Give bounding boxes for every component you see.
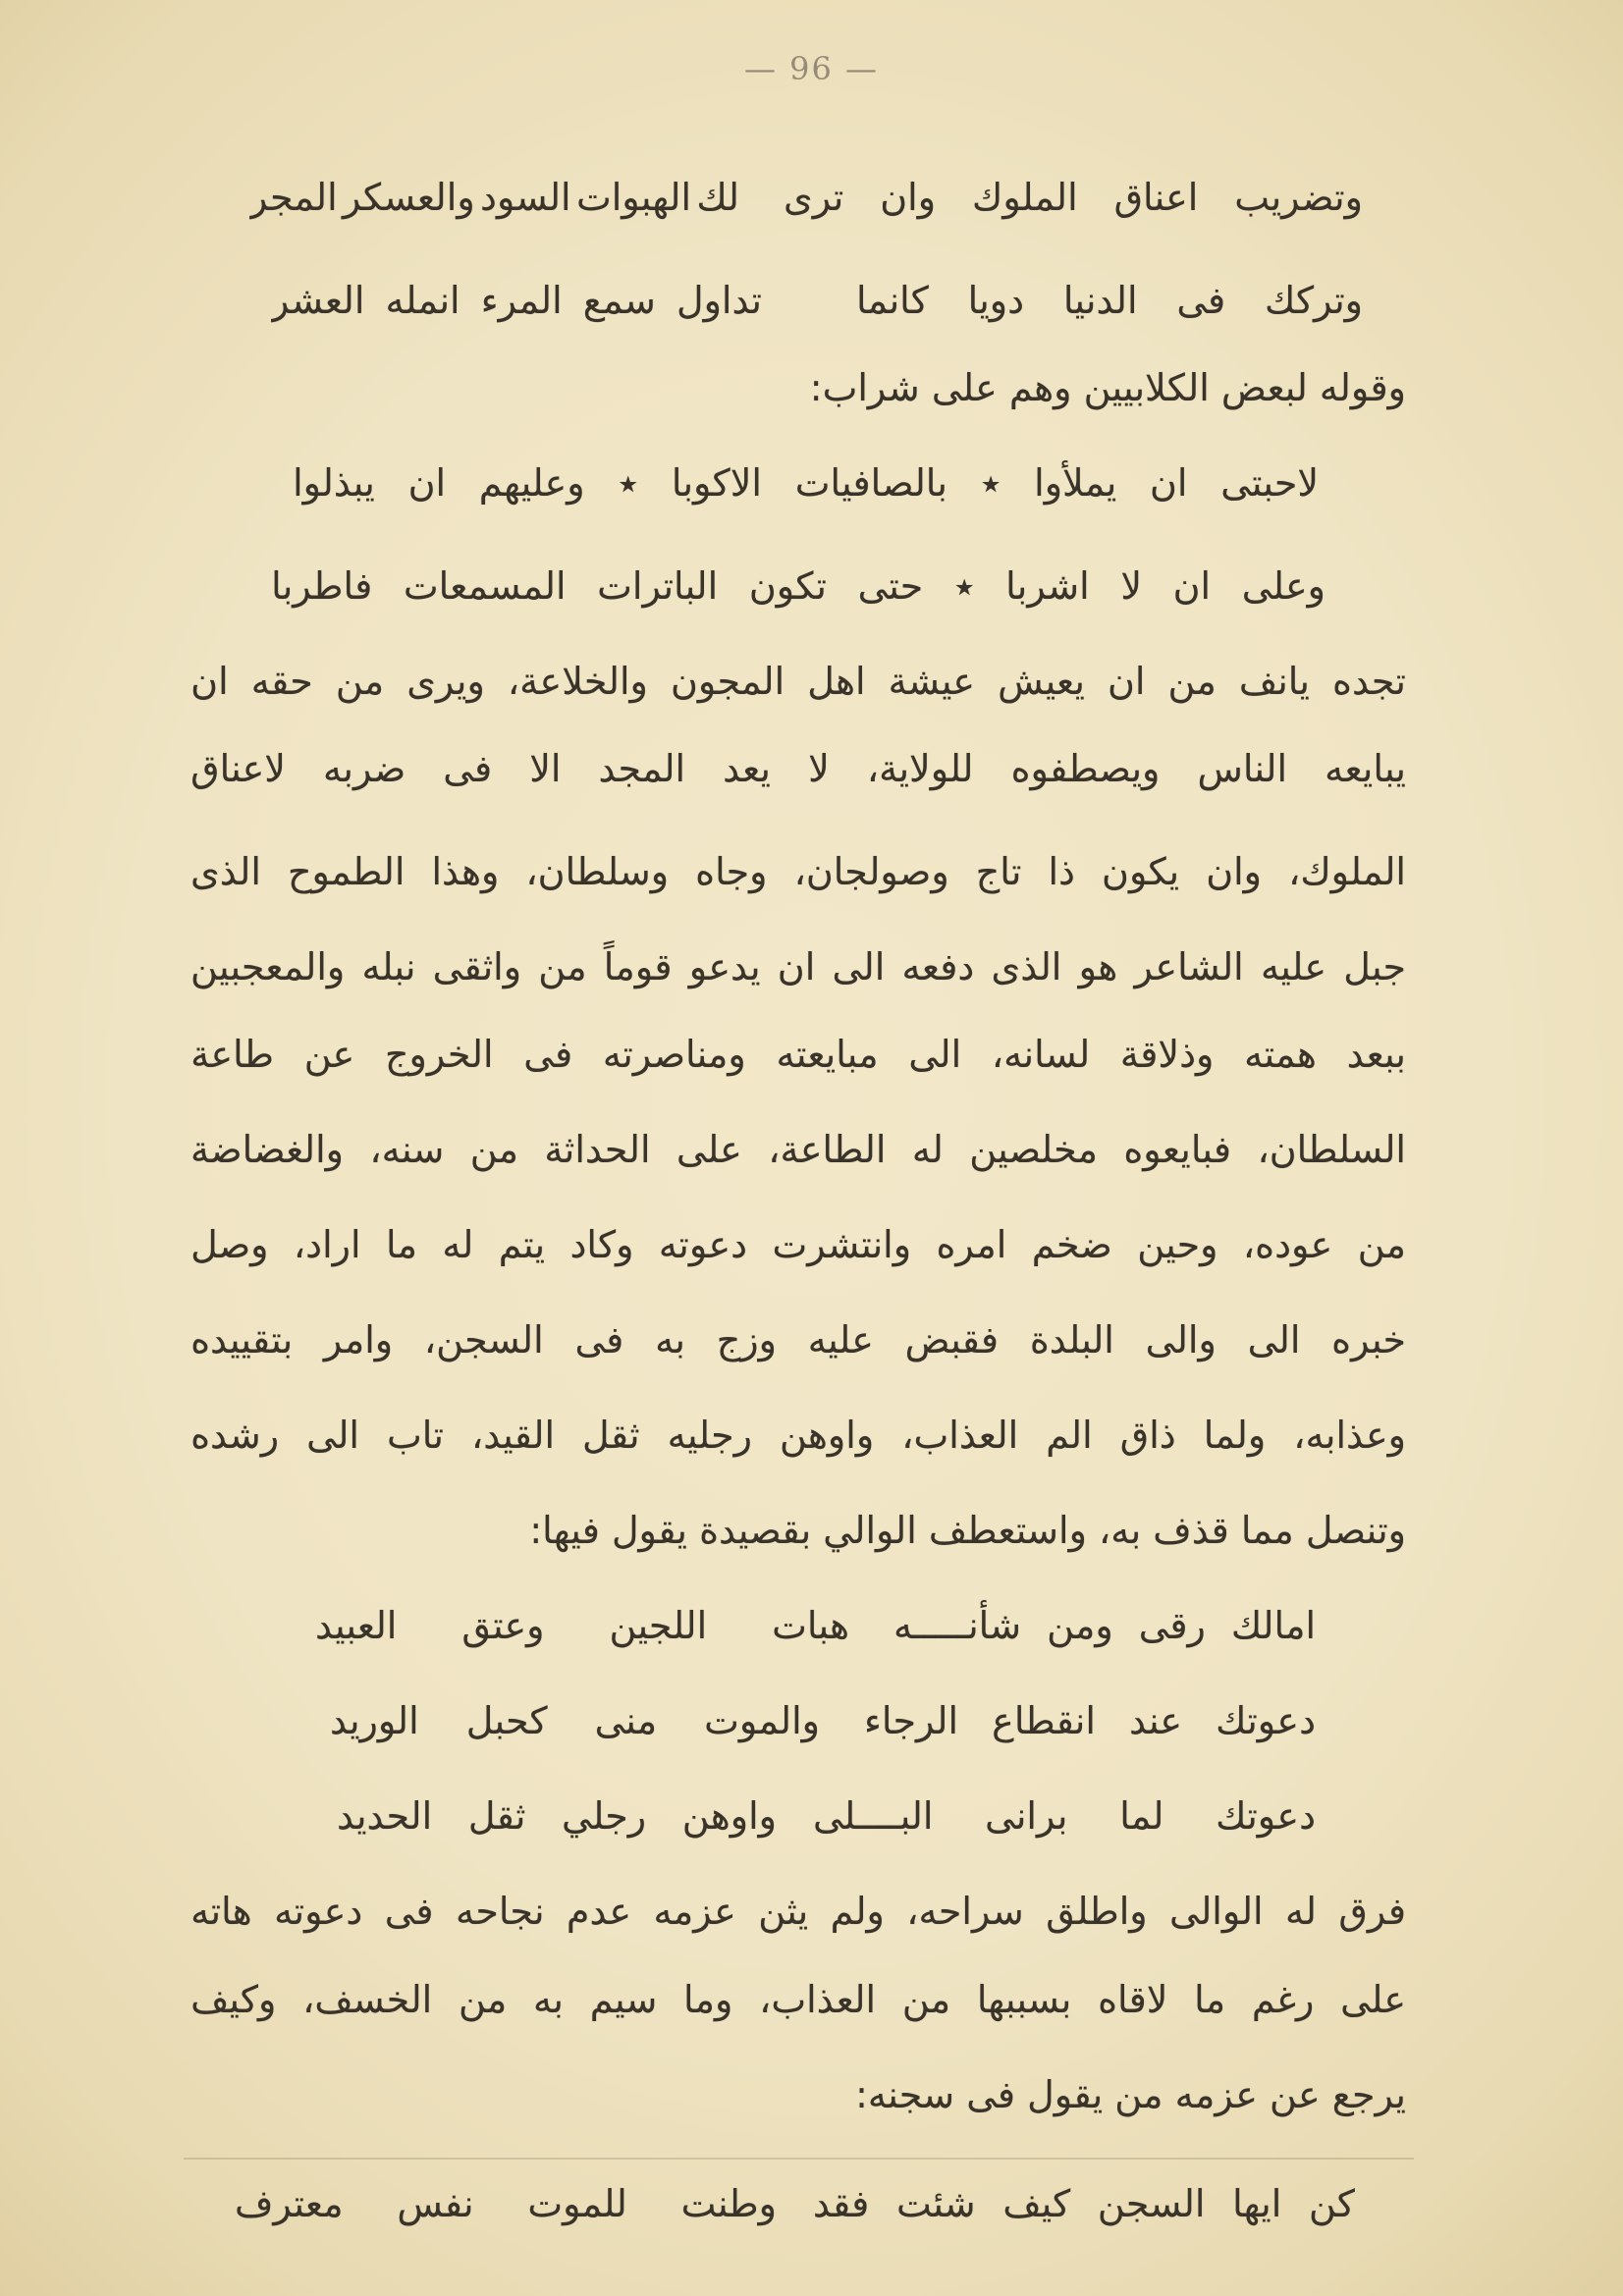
word: فقبض bbox=[904, 1318, 1000, 1362]
word: امره bbox=[936, 1223, 1007, 1266]
word: سيم bbox=[589, 1978, 658, 2021]
word: الوريد bbox=[330, 1699, 419, 1742]
word: وكاد bbox=[569, 1223, 634, 1266]
word: واوهن bbox=[681, 1794, 777, 1838]
word: يبذلوا bbox=[293, 461, 375, 505]
word: كيف bbox=[1002, 2182, 1071, 2225]
word: دعوتك bbox=[1216, 1699, 1316, 1742]
word: وان bbox=[880, 176, 937, 219]
final-verse-right-hemistich bbox=[813, 2169, 1355, 2238]
word: فى bbox=[443, 747, 493, 790]
word: انمله bbox=[385, 279, 460, 322]
word: ولما bbox=[1203, 1414, 1267, 1457]
page-number: — 96 — bbox=[743, 50, 880, 87]
word: دعوته bbox=[274, 1890, 363, 1933]
word: ويصطفوه bbox=[1010, 747, 1161, 790]
paragraph-1-line-5 bbox=[190, 1020, 1406, 1089]
word: الملوك، bbox=[1288, 850, 1406, 893]
paragraph-1-line-10: وتنصل مما قذف به، واستعطف الوالي بقصيدة يقول فيها: bbox=[529, 1509, 1406, 1552]
word: والخلاعة، bbox=[507, 660, 648, 703]
word: الحداثة bbox=[544, 1128, 651, 1171]
paragraph-2-line-1 bbox=[190, 1877, 1406, 1946]
paragraph-1-line-7 bbox=[190, 1210, 1406, 1279]
word: دعوتك bbox=[1216, 1794, 1316, 1838]
word: هاته bbox=[190, 1890, 252, 1933]
word: وذلاقة bbox=[1119, 1033, 1215, 1076]
word: اراد، bbox=[293, 1223, 361, 1266]
word: عليه bbox=[807, 1318, 874, 1362]
word: ويرى bbox=[406, 660, 485, 703]
word: انقطاع bbox=[992, 1699, 1096, 1742]
word: دويا bbox=[967, 279, 1025, 322]
word: المرء bbox=[480, 279, 563, 322]
word: له bbox=[442, 1223, 474, 1266]
word: لك bbox=[696, 176, 739, 219]
prison-verse-2-right-hemistich bbox=[864, 1686, 1316, 1755]
word: لما bbox=[1119, 1794, 1164, 1838]
word: يثن bbox=[758, 1890, 809, 1933]
word: سراحه، bbox=[906, 1890, 1024, 1933]
word: بالصافيات bbox=[794, 461, 947, 505]
word: وصولجان، bbox=[793, 850, 949, 893]
word: رشده bbox=[190, 1414, 280, 1457]
word: ٭ bbox=[953, 564, 975, 608]
word: خبره bbox=[1331, 1318, 1406, 1362]
word: الوالى bbox=[1169, 1890, 1264, 1933]
word: فقد bbox=[813, 2182, 870, 2225]
word: قوماً bbox=[603, 945, 673, 988]
word: الناس bbox=[1197, 747, 1288, 790]
word: تاب bbox=[387, 1414, 444, 1457]
word: اشربا bbox=[1005, 564, 1090, 608]
word: ببعد bbox=[1346, 1033, 1406, 1076]
word: وطنت bbox=[680, 2182, 777, 2225]
word: وكيف bbox=[190, 1978, 277, 2021]
word: يعد bbox=[723, 747, 772, 790]
word: فى bbox=[523, 1033, 573, 1076]
word: منى bbox=[594, 1699, 658, 1742]
final-verse-left-hemistich bbox=[235, 2169, 777, 2238]
word: من bbox=[538, 945, 587, 988]
word: وحين bbox=[1137, 1223, 1218, 1266]
word: الا bbox=[529, 747, 562, 790]
word: المجر bbox=[249, 176, 338, 219]
word: ايها bbox=[1232, 2182, 1282, 2225]
word: امالك bbox=[1230, 1604, 1316, 1647]
word: وجاه bbox=[695, 850, 768, 893]
word: واثقى bbox=[432, 945, 522, 988]
word: يكون bbox=[1102, 850, 1180, 893]
word: الملوك bbox=[972, 176, 1078, 219]
word: كانما bbox=[856, 279, 929, 322]
word: والموت bbox=[704, 1699, 820, 1742]
word: هو bbox=[1078, 945, 1118, 988]
word: الذى bbox=[991, 945, 1062, 988]
word: الباترات bbox=[597, 564, 719, 608]
word: بسببها bbox=[976, 1978, 1072, 2021]
word: سمع bbox=[582, 279, 656, 322]
word: ان bbox=[407, 461, 447, 505]
word: رقى bbox=[1138, 1604, 1206, 1647]
word: ما bbox=[386, 1223, 417, 1266]
word: ثقل bbox=[467, 1794, 526, 1838]
prison-verse-1-right-hemistich bbox=[893, 1591, 1316, 1660]
word: السجن bbox=[1097, 2182, 1206, 2225]
word: ذاق bbox=[1119, 1414, 1176, 1457]
word: حتى bbox=[857, 564, 924, 608]
word: على bbox=[676, 1128, 742, 1171]
word: الخسف، bbox=[302, 1978, 433, 2021]
word: القيد، bbox=[470, 1414, 556, 1457]
word: شأنـــــه bbox=[893, 1604, 1022, 1647]
word: فبايعوه bbox=[1123, 1128, 1232, 1171]
word: رجليه bbox=[667, 1414, 752, 1457]
word: هبات bbox=[772, 1604, 849, 1647]
word: اللجين bbox=[609, 1604, 708, 1647]
word: ان bbox=[777, 945, 816, 988]
word: وسلطان، bbox=[525, 850, 670, 893]
word: اعناق bbox=[1113, 176, 1199, 219]
word: لاقاه bbox=[1098, 1978, 1168, 2021]
word: العذاب، bbox=[901, 1414, 1019, 1457]
word: عن bbox=[303, 1033, 355, 1076]
word: الى bbox=[832, 945, 886, 988]
word: الطموح bbox=[287, 850, 406, 893]
word: الذى bbox=[190, 850, 261, 893]
intro-line: وقوله لبعض الكلابيين وهم على شراب: bbox=[809, 366, 1406, 409]
word: ان bbox=[1172, 564, 1212, 608]
word: ما bbox=[1194, 1978, 1226, 2021]
word: به bbox=[655, 1318, 686, 1362]
word: شئت bbox=[896, 2182, 976, 2225]
paragraph-1-line-9 bbox=[190, 1401, 1406, 1469]
word: الى bbox=[1247, 1318, 1301, 1362]
word: للموت bbox=[527, 2182, 627, 2225]
word: ومناصرته bbox=[602, 1033, 746, 1076]
word: الم bbox=[1046, 1414, 1093, 1457]
word: سنه، bbox=[369, 1128, 445, 1171]
word: وتضريب bbox=[1234, 176, 1363, 219]
word: واطلق bbox=[1046, 1890, 1148, 1933]
word: يبايعه bbox=[1325, 747, 1406, 790]
word: عوده، bbox=[1242, 1223, 1333, 1266]
verse-2-right-hemistich bbox=[856, 266, 1363, 335]
paragraph-1-line-1 bbox=[190, 647, 1406, 716]
word: نبله bbox=[361, 945, 416, 988]
word: اهل bbox=[807, 660, 866, 703]
word: له bbox=[911, 1128, 944, 1171]
paragraph-2-line-3: يرجع عن عزمه من يقول فى سجنه: bbox=[855, 2073, 1406, 2116]
word: البلدة bbox=[1029, 1318, 1114, 1362]
word: طاعة bbox=[190, 1033, 274, 1076]
word: الرجاء bbox=[864, 1699, 959, 1742]
word: عيشة bbox=[888, 660, 976, 703]
prison-verse-2-left-hemistich bbox=[330, 1686, 820, 1755]
word: وامر bbox=[323, 1318, 394, 1362]
word: جبل bbox=[1343, 945, 1406, 988]
word: وعليهم bbox=[478, 461, 585, 505]
word: من bbox=[458, 1978, 508, 2021]
prison-verse-3-right-hemistich bbox=[813, 1782, 1316, 1850]
word: فى bbox=[1176, 279, 1226, 322]
word: واوهن bbox=[779, 1414, 875, 1457]
word: عدم bbox=[566, 1890, 632, 1933]
word: لا bbox=[1120, 564, 1142, 608]
word: والعسكر bbox=[343, 176, 475, 219]
word: وزج bbox=[716, 1318, 778, 1362]
word: الاكوبا bbox=[671, 461, 762, 505]
word: على bbox=[1340, 1978, 1406, 2021]
word: الدنيا bbox=[1062, 279, 1138, 322]
word: وما bbox=[683, 1978, 733, 2021]
word: تداول bbox=[676, 279, 762, 322]
word: ان bbox=[190, 660, 229, 703]
paragraph-2-line-2 bbox=[190, 1965, 1406, 2034]
word: تكون bbox=[748, 564, 827, 608]
word: السلطان، bbox=[1257, 1128, 1406, 1171]
word: المجون bbox=[670, 660, 785, 703]
word: العشر bbox=[271, 279, 365, 322]
word: ومن bbox=[1047, 1604, 1113, 1647]
word: الخروج bbox=[385, 1033, 494, 1076]
word: يتم bbox=[498, 1223, 546, 1266]
word: معترف bbox=[235, 2182, 344, 2225]
word: مخلصين bbox=[969, 1128, 1098, 1171]
word: من bbox=[1357, 1223, 1406, 1266]
word: الى bbox=[306, 1414, 359, 1457]
word: تجده bbox=[1332, 660, 1406, 703]
word: لاعناق bbox=[190, 747, 286, 790]
prison-verse-1-left-hemistich bbox=[315, 1591, 849, 1660]
word: وعلى bbox=[1241, 564, 1325, 608]
word: الطاعة، bbox=[768, 1128, 887, 1171]
word: عزمه bbox=[653, 1890, 736, 1933]
word: لا bbox=[808, 747, 830, 790]
word: الى bbox=[908, 1033, 962, 1076]
word: العبيد bbox=[315, 1604, 398, 1647]
word: برانى bbox=[985, 1794, 1068, 1838]
word: العذاب، bbox=[759, 1978, 877, 2021]
word: من bbox=[335, 660, 385, 703]
word: ضربه bbox=[323, 747, 406, 790]
word: السجن، bbox=[423, 1318, 544, 1362]
word: فرق bbox=[1338, 1890, 1406, 1933]
word: وتركك bbox=[1264, 279, 1363, 322]
word: همته bbox=[1244, 1033, 1317, 1076]
paragraph-1-line-3 bbox=[190, 837, 1406, 906]
word: كن bbox=[1308, 2182, 1355, 2225]
word: يعيش bbox=[998, 660, 1085, 703]
word: ان bbox=[1108, 660, 1146, 703]
word: فى bbox=[384, 1890, 434, 1933]
word: والغضاضة bbox=[190, 1128, 344, 1171]
word: رغم bbox=[1251, 1978, 1315, 2021]
word: من bbox=[469, 1128, 519, 1171]
word: نفس bbox=[397, 2182, 474, 2225]
word: يانف bbox=[1238, 660, 1310, 703]
paragraph-1-line-4 bbox=[190, 933, 1406, 1001]
word: الهبوات bbox=[575, 176, 692, 219]
word: ٭ bbox=[980, 461, 1001, 505]
word: للولاية، bbox=[866, 747, 974, 790]
prison-verse-3-left-hemistich bbox=[337, 1782, 777, 1850]
word: عند bbox=[1129, 1699, 1183, 1742]
divider-line bbox=[184, 2158, 1414, 2160]
word: نجاحه bbox=[455, 1890, 545, 1933]
word: تاج bbox=[975, 850, 1022, 893]
word: المجد bbox=[598, 747, 686, 790]
word: مبايعته bbox=[776, 1033, 879, 1076]
paragraph-1-line-6 bbox=[190, 1115, 1406, 1184]
word: فى bbox=[574, 1318, 624, 1362]
word: وهذا bbox=[431, 850, 500, 893]
word: له bbox=[1285, 1890, 1317, 1933]
word: وصل bbox=[190, 1223, 269, 1266]
word: ان bbox=[1150, 461, 1188, 505]
word: لاحبتى bbox=[1220, 461, 1319, 505]
short-verse-line-1 bbox=[293, 449, 1319, 517]
word: ولم bbox=[830, 1890, 885, 1933]
verse-1-left-hemistich bbox=[249, 163, 739, 232]
word: ترى bbox=[784, 176, 844, 219]
word: يملأوا bbox=[1034, 461, 1117, 505]
word: وان bbox=[1206, 850, 1263, 893]
word: ذا bbox=[1048, 850, 1075, 893]
word: ضخم bbox=[1031, 1223, 1112, 1266]
paragraph-1-line-2 bbox=[190, 734, 1406, 803]
word: وعتق bbox=[461, 1604, 545, 1647]
word: من bbox=[901, 1978, 951, 2021]
word: السود bbox=[480, 176, 571, 219]
word: حقه bbox=[250, 660, 313, 703]
word: رجلي bbox=[562, 1794, 647, 1838]
word: لسانه، bbox=[991, 1033, 1091, 1076]
word: والى bbox=[1145, 1318, 1217, 1362]
paragraph-1-line-8 bbox=[190, 1306, 1406, 1374]
word: الشاعر bbox=[1134, 945, 1244, 988]
word: فاطربا bbox=[271, 564, 373, 608]
word: ثقل bbox=[582, 1414, 640, 1457]
verse-2-left-hemistich bbox=[271, 266, 762, 335]
word: دعوته bbox=[658, 1223, 748, 1266]
word: والمعجبين bbox=[190, 945, 346, 988]
short-verse-line-2 bbox=[271, 552, 1325, 620]
word: وعذابه، bbox=[1293, 1414, 1406, 1457]
word: المسمعات bbox=[403, 564, 567, 608]
word: دفعه bbox=[901, 945, 975, 988]
word: ٭ bbox=[618, 461, 639, 505]
word: به bbox=[533, 1978, 564, 2021]
word: البــــلى bbox=[813, 1794, 934, 1838]
word: كحبل bbox=[465, 1699, 548, 1742]
word: الحديد bbox=[337, 1794, 433, 1838]
word: يدعو bbox=[688, 945, 761, 988]
word: من bbox=[1167, 660, 1217, 703]
word: بتقييده bbox=[190, 1318, 294, 1362]
verse-1-right-hemistich bbox=[784, 163, 1363, 232]
word: عليه bbox=[1260, 945, 1327, 988]
word: وانتشرت bbox=[772, 1223, 912, 1266]
